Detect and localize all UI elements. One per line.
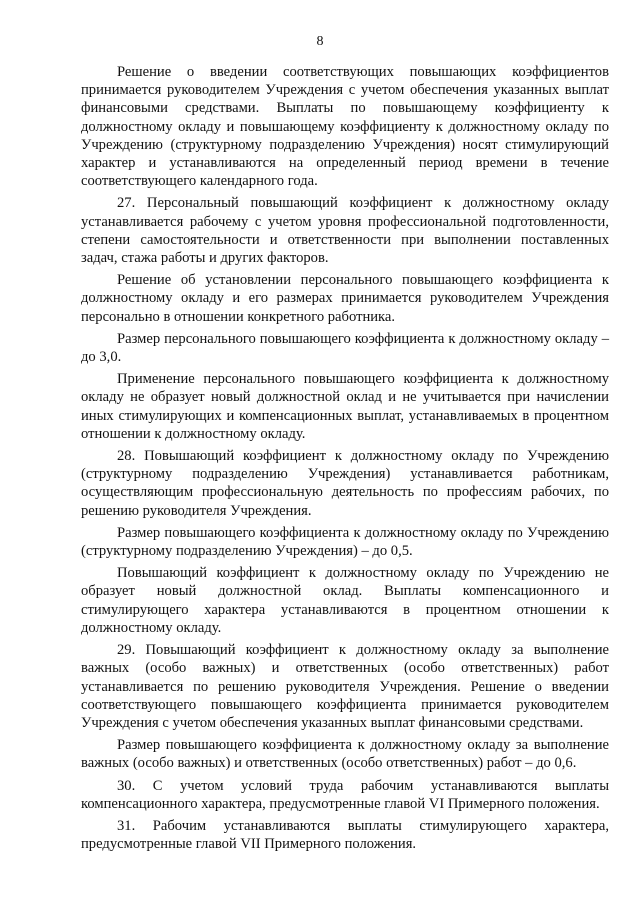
paragraph-29: 29. Повышающий коэффициент к должностному окладу за выполнение важных (особо важных) и ответственных (особо ответственных) работ устанавливается по решению руководителя Учреждения. Решение о введении соответствующего повышающего коэффициента принимается руководителем Учреждения с учетом обеспечения указанных выплат финансовыми средствами. — [81, 642, 609, 731]
paragraph-30: 30. С учетом условий труда рабочим устанавливаются выплаты компенсационного характера, предусмотренные главой VI Примерного положения. — [81, 777, 609, 812]
document-body — [81, 63, 609, 857]
paragraph-important-work-size: Размер повышающего коэффициента к должностному окладу за выполнение важных (особо важных) и ответственных (особо ответственных) работ – до 0,6. — [81, 737, 609, 772]
paragraph-institution-effect: Повышающий коэффициент к должностному окладу по Учреждению не образует новый должностной оклад. Выплаты компенсационного и стимулирующего характера устанавливаются в процентном отношении к должностному окладу. — [81, 565, 609, 636]
paragraph-institution-size: Размер повышающего коэффициента к должностному окладу по Учреждению (структурному подразделению Учреждения) – до 0,5. — [81, 524, 609, 560]
paragraph-27: 27. Персональный повышающий коэффициент к должностному окладу устанавливается рабочему с учетом уровня профессиональной подготовленности, степени самостоятельности и ответственности при выполнении поставленных задач, стажа работы и других факторов. — [81, 195, 609, 267]
paragraph-coefficients-decision: Решение о введении соответствующих повышающих коэффициентов принимается руководителем Учреждения с учетом обеспечения указанных выплат финансовыми средствами. Выплаты по повышающему коэффициенту к должностному окладу и повышающему коэффициенту к должностному окладу по Учреждению (структурному подразделению Учреждения) носят стимулирующий характер и устанавливаются на определенный период времени в течение соответствующего календарного года. — [81, 64, 609, 190]
page-number: 8 — [316, 34, 324, 49]
paragraph-personal-application: Применение персонального повышающего коэффициента к должностному окладу не образует новый должностной оклад и не учитывается при начислении иных стимулирующих и компенсационных выплат, устанавливаемых в процентном отношении к должностному окладу. — [81, 371, 609, 442]
paragraph-personal-decision: Решение об установлении персонального повышающего коэффициента к должностному окладу и его размерах принимается руководителем Учреждения персонально в отношении конкретного работника. — [81, 272, 609, 325]
paragraph-28: 28. Повышающий коэффициент к должностному окладу по Учреждению (структурному подразделению Учреждения) устанавливается работникам, осуществляющим профессиональную деятельность по профессиям рабочих, по решению руководителя Учреждения. — [81, 448, 609, 519]
paragraph-personal-size: Размер персонального повышающего коэффициента к должностному окладу – до 3,0. — [81, 330, 609, 366]
paragraph-31: 31. Рабочим устанавливаются выплаты стимулирующего характера, предусмотренные главой VII Примерного положения. — [81, 817, 609, 853]
